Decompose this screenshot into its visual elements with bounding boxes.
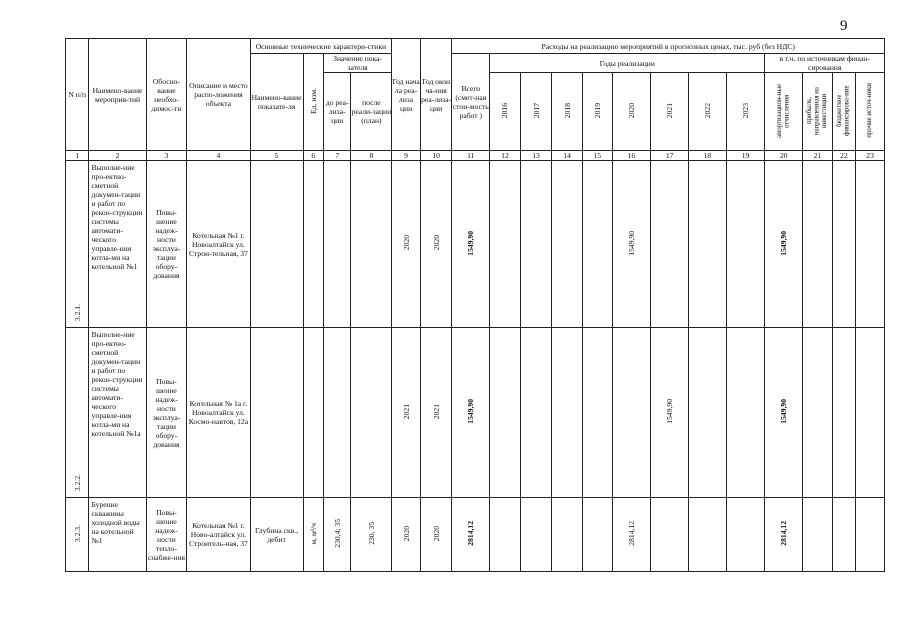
header-num: N п/п [66,39,89,151]
header-before: до реа-лиза-ции [323,73,351,151]
year-end: 2020 [431,235,441,251]
col-num: 20 [765,151,803,161]
col-num: 22 [832,151,855,161]
col-num: 8 [351,151,392,161]
header-year-2020: 2020 [612,73,651,151]
col-num: 6 [303,151,323,161]
col-num: 9 [392,151,421,161]
header-year-2017: 2017 [520,73,552,151]
cost-2020: 2814,12 [626,521,636,546]
table-row [66,498,885,572]
col-num: 14 [552,151,583,161]
header-year-end: Год окон ча-ния реа-лиза-ции [420,39,452,151]
col-num: 12 [490,151,521,161]
header-src-budget: бюджетное финансирова-ние [832,73,855,151]
header-year-2021: 2021 [651,73,689,151]
value-before: 230,4; 35 [332,519,342,548]
header-indicator-name: Наимено-вание показате-ля [250,54,303,151]
header-tech-group: Основные технические характери-стики [250,39,392,54]
col-num: 10 [420,151,452,161]
col-num: 4 [187,151,250,161]
year-start: 2021 [401,403,411,420]
object-description: Котельная № 1а г. Новоалтайск ул. Космо-навтов, 12а [187,328,250,498]
header-name: Наимено-вание мероприя-тий [89,39,146,151]
header-src-amort: амортизацион-ные отчисления [765,73,803,151]
object-description: Котельная №1 г. Новоалтайск ул. Строи-тельная, 37 [187,161,250,328]
header-year-2019: 2019 [582,73,612,151]
col-num: 16 [612,151,651,161]
header-costs-group: Расходы на реализацию мероприятий в прогнозных ценах, тыс. руб (без НДС) [452,39,885,54]
amortization: 1549,90 [779,230,789,256]
row-number: 3.2.2. [72,473,82,491]
cost-2020: 1549,90 [626,230,636,256]
justification: Повы-шение надеж-ности эксплуа-тации обору-дования [146,328,187,498]
object-description: Котельная №1 г. Ново-алтайск ул. Строитель-ная, 37 [187,498,250,572]
col-num: 2 [89,151,146,161]
value-after: 230, 35 [366,522,376,545]
col-num: 23 [856,151,885,161]
header-value-group: Значение пока-зателя [323,54,391,73]
header-unit: Ед. изм. [303,54,323,151]
header-year-2022: 2022 [688,73,726,151]
table-row [66,161,885,328]
col-num: 11 [452,151,490,161]
header-description: Описание и место распо-ложения объекта [187,39,250,151]
header-year-2023: 2023 [726,73,765,151]
year-start: 2020 [401,235,411,251]
amortization: 1549,90 [779,399,789,424]
table-row [66,328,885,498]
year-end: 2021 [431,403,441,420]
column-number-row [66,151,885,161]
col-num: 3 [146,151,187,161]
year-start: 2020 [401,525,411,542]
total-cost: 2814,12 [466,521,476,546]
indicator-name [250,161,303,328]
col-num: 18 [688,151,726,161]
header-src-other: прочие источ-ники [856,73,885,151]
measure-name: Бурение скважины холодной воды на котельной №1 [89,498,146,572]
header-justification: Обосно-вание необхо-димос-ти [146,39,187,151]
unit: м, м³/ч [308,522,318,545]
col-num: 19 [726,151,765,161]
row-number: 3.2.1. [72,303,82,321]
justification: Повы-шение надеж-ности эксплуа-тации обору-дования [146,161,187,328]
header-total: Всего (смет-ная стои-мость работ ) [452,54,490,151]
col-num: 1 [66,151,89,161]
justification: Повы-шение надеж-ности тепло-снабже-ния [146,498,187,572]
col-num: 13 [520,151,552,161]
header-years-group: Годы реализации [490,54,765,73]
total-cost: 1549,90 [466,230,476,256]
header-sources-group: в т.ч. по источникам финан-сирования [765,54,885,73]
indicator-name [250,328,303,498]
header-src-profit: прибыль, направленная на инвестиции [803,73,833,151]
page-number: 9 [840,18,848,34]
row-number: 3.2.3. [72,524,82,543]
indicator-name: Глубина скв., дебит [250,498,303,572]
measure-name: Выполне-ние про-ектно-сметной докумен-тации и работ по рекон-струкции системы автомати-ческого управле-ния котла-ми на котельной №1а [89,328,146,498]
amortization: 2814,12 [779,521,789,546]
col-num: 17 [651,151,689,161]
measure-name: Выполне-ние про-ектно-сметной докумен-тации и работ по рекон-струкции системы автомати-ческого управле-ния котла-ми на котельной №1 [89,161,146,328]
col-num: 21 [803,151,833,161]
year-end: 2020 [431,525,441,542]
header-after: после реали-зации (план) [351,73,392,151]
header-year-2018: 2018 [552,73,583,151]
col-num: 15 [582,151,612,161]
cost-table [65,38,885,572]
header-year-start: Год нача ла реа-лиза ции [392,39,421,151]
cost-2021: 1549,90 [665,399,675,424]
col-num: 7 [323,151,351,161]
total-cost: 1549,90 [466,399,476,424]
header-year-2016: 2016 [490,73,521,151]
col-num: 5 [250,151,303,161]
